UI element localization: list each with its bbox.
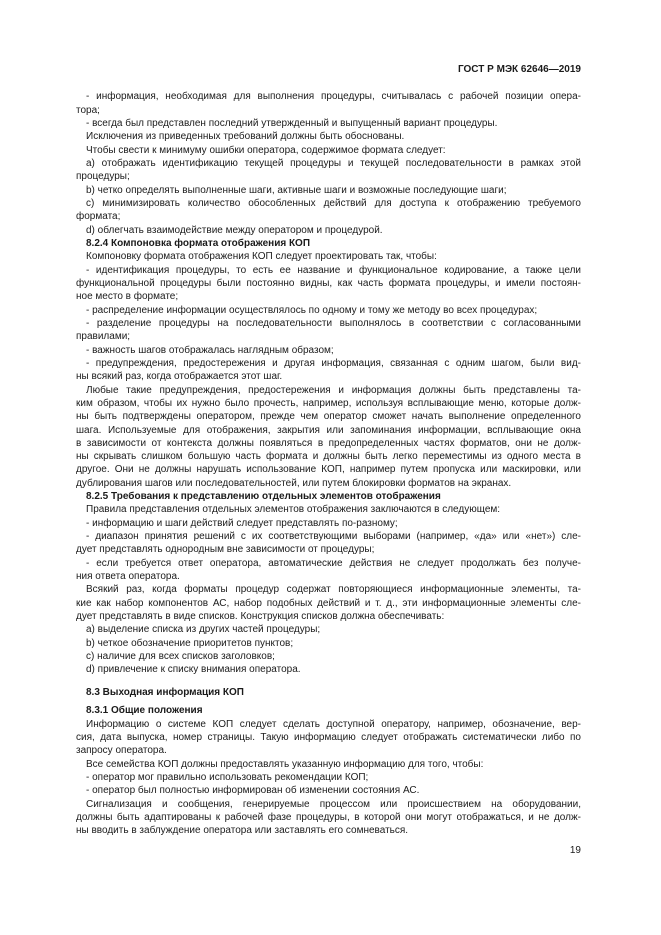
text-line: Правила представления отдельных элементов отображения заключаются в следующем: [86,504,501,516]
text-line: функциональной процедуры были постоянно видны, как часть формата процедуры, и имели постоян- [76,277,581,289]
section-heading: 8.3 Выходная информация КОП [86,687,244,699]
list-item: - важность шагов отображалась наглядным образом; [86,344,334,356]
text-line: ны быть подтверждены оператором, прежде чем оператор сможет начать выполнение определенного [76,411,581,423]
list-item: d) привлечение к списку внимания оператора. [86,664,301,676]
text-line: процедуры; [76,171,130,183]
list-item: b) четкое обозначение приоритетов пунктов; [86,637,294,649]
text-line: ким образом, чтобы их нужно было прочесть, например, используя всплывающие меню, которые долж- [76,397,581,409]
text-line: в зависимости от контекста должны появляться в предопределенных частях форматов, они не долж- [76,437,581,449]
text-line: шага. Используемые для отображения, закрытия или запоминания информации, всплывающие окна [76,424,581,436]
list-item: a) отображать идентификацию текущей процедуры и текущей последовательности в рамках этой [86,157,581,169]
text-line: Информацию о системе КОП следует сделать доступной оператору, например, обозначение, вер- [86,718,581,730]
text-line: дует представлять однородным вне зависимости от процедуры; [76,544,375,556]
section-heading: 8.2.4 Компоновка формата отображения КОП [86,237,311,249]
text-line: сия, дата выпуска, номер страницы. Такую информацию следует отображать систематически либо по [76,732,581,744]
list-item: c) минимизировать количество обособленных действий для доступа к отображению требуемого [86,197,581,209]
text-line: Компоновку формата отображения КОП следует проектировать так, чтобы: [86,251,437,263]
text-line: Любые такие предупреждения, предостережения и информация должны быть представлены та- [86,384,581,396]
text-line: ное место в формате; [76,291,179,303]
list-item: - оператор мог правильно использовать рекомендации КОП; [86,772,369,784]
list-item: - диапазон принятия решений с их соответствующими выборами (например, «да» или «нет») сле- [86,531,581,543]
text-line: Чтобы свести к минимуму ошибки оператора, содержимое формата следует: [86,144,446,156]
document-number: ГОСТ Р МЭК 62646—2019 [457,64,581,75]
page-body [76,90,581,837]
text-line: запросу оператора. [76,745,167,757]
page-number: 19 [569,845,581,856]
text-line: ны вводить в заблуждение оператора или заставлять его сомневаться. [76,825,409,837]
section-heading: 8.2.5 Требования к представлению отдельных элементов отображения [86,491,441,503]
list-item: a) выделение списка из других частей процедуры; [86,624,321,636]
list-item: - распределение информации осуществлялось по одному и тому же методу во всех процедурах; [86,304,538,316]
text-line: ния ответа оператора. [76,571,180,583]
list-item: - идентификация процедуры, то есть ее название и функциональное кодирование, а также цели [86,264,581,276]
text-line: Всякий раз, когда форматы процедур содержат повторяющиеся информационные элементы, та- [86,584,581,596]
text-line: Сигнализация и сообщения, генерируемые процессом или происшествием на оборудовании, [86,798,581,810]
text-line: правилами; [76,331,131,343]
list-item: b) четко определять выполненные шаги, активные шаги и возможные последующие шаги; [86,184,507,196]
subsection-heading: 8.3.1 Общие положения [86,705,203,717]
text-line: дует представлять в виде списков. Конструкция списков должна обеспечивать: [76,611,445,623]
list-item: - предупреждения, предостережения и другая информация, связанная с одним шагом, были вид- [86,357,581,369]
text-line: дублирования шагов или последовательностей, или путем блокировки форматов на экранах. [76,477,512,489]
text-line: кие как набор компонентов АС, набор подобных действий и т. д., эти информационные элементы сле- [76,597,581,609]
text-line: - всегда был представлен последний утвержденный и выпущенный вариант процедуры. [86,117,498,129]
list-item: - разделение процедуры на последовательности выполнялось в соответствии с согласованными [86,317,581,329]
text-line: Все семейства КОП должны предоставлять указанную информацию для того, чтобы: [86,758,484,770]
text-line: ны скрывать слишком большую часть формата и должны быть легко переместимы из одного места в [76,451,581,463]
text-line: - информация, необходимая для выполнения процедуры, считывалась с рабочей позиции опера- [86,91,581,103]
text-line: Исключения из приведенных требований должны быть обоснованы. [86,131,405,143]
text-line: тора; [76,104,100,116]
text-line: другое. Они не должны нарушать использование КОП, например путем пропуска или маскировки, или [76,464,581,476]
list-item: d) облегчать взаимодействие между оператором и процедурой. [86,224,383,236]
text-line: формата; [76,211,121,223]
list-item: - оператор был полностью информирован об изменении состояния АС. [86,785,420,797]
text-line: ны всякий раз, когда отображается этот шаг. [76,371,283,383]
list-item: - информацию и шаги действий следует представлять по-разному; [86,517,398,529]
text-line: должны быть адаптированы к рабочей фазе процедуры, в которой они могут отображаться, и не долж- [76,812,581,824]
list-item: - если требуется ответ оператора, автоматические действия не следует продолжать без получе- [86,557,581,569]
list-item: c) наличие для всех списков заголовков; [86,651,275,663]
